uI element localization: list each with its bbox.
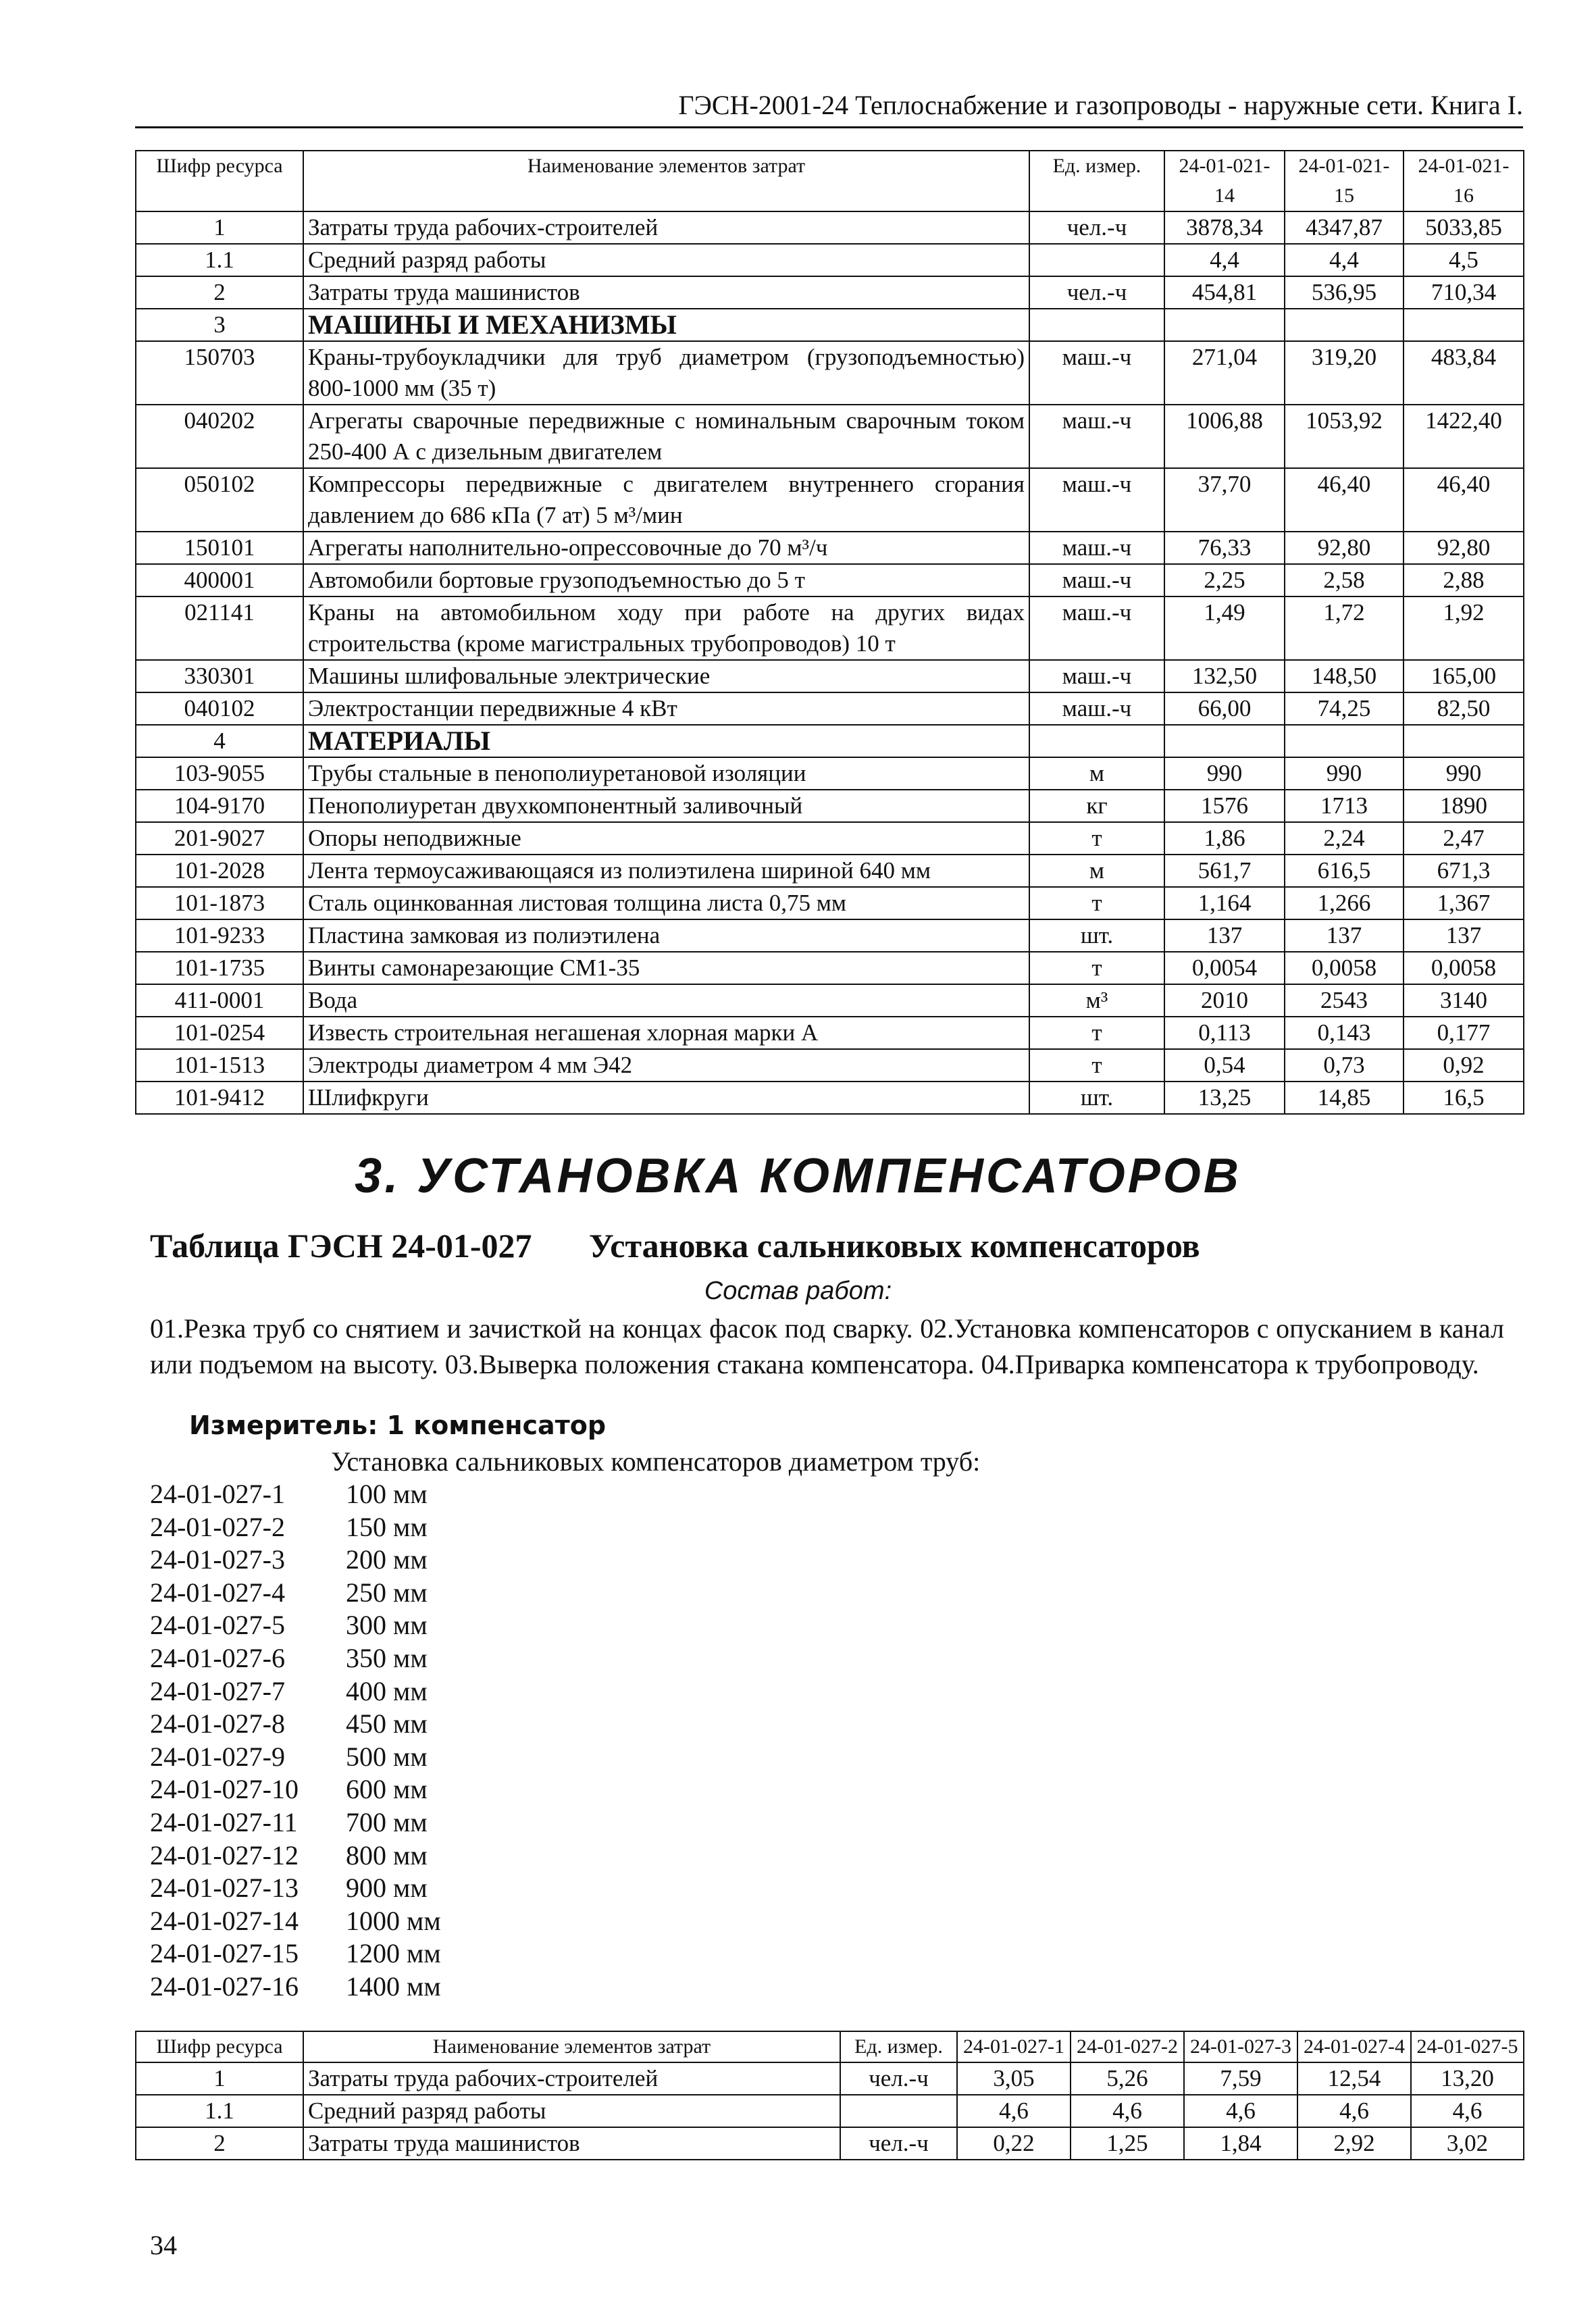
resource-value: 2543 <box>1285 984 1404 1017</box>
list-item <box>150 1839 441 1873</box>
resource-code: 103-9055 <box>136 757 303 790</box>
resource-code: 040102 <box>136 692 303 725</box>
resource-code: 4 <box>136 725 303 757</box>
resource-value: 4,4 <box>1285 244 1404 276</box>
resource-code: 101-0254 <box>136 1017 303 1049</box>
resource-name: Пенополиуретан двухкомпонентный заливочный <box>303 790 1029 822</box>
table-row <box>136 341 1524 405</box>
resource-unit: т <box>1029 822 1164 855</box>
resource-value: 616,5 <box>1285 855 1404 887</box>
section-title: 3. УСТАНОВКА КОМПЕНСАТОРОВ <box>355 1149 1241 1203</box>
resource-unit: маш.-ч <box>1029 405 1164 468</box>
resource-value: 0,92 <box>1404 1049 1524 1082</box>
table-row <box>136 952 1524 984</box>
resource-value <box>1404 309 1524 341</box>
resource-unit: маш.-ч <box>1029 660 1164 692</box>
col-header-code-3: 24-01-027-3 <box>1184 2031 1297 2062</box>
resource-value: 1576 <box>1164 790 1285 822</box>
resource-value: 92,80 <box>1404 532 1524 564</box>
resource-name: Трубы стальные в пенополиуретановой изоляции <box>303 757 1029 790</box>
resource-code: 1 <box>136 211 303 244</box>
resource-value: 536,95 <box>1285 276 1404 309</box>
resource-value: 14,85 <box>1285 1082 1404 1114</box>
resource-value: 4347,87 <box>1285 211 1404 244</box>
resource-name: Компрессоры передвижные с двигателем внутреннего сгорания давлением до 686 кПа (7 ат) 5 м³/мин <box>303 468 1029 532</box>
resource-value: 1,86 <box>1164 822 1285 855</box>
composition-heading: Состав работ: <box>704 1277 892 1305</box>
table-row <box>136 405 1524 468</box>
resource-value: 990 <box>1164 757 1285 790</box>
item-size: 1200 мм <box>346 1938 441 1969</box>
section-row <box>136 309 1524 341</box>
item-code: 24-01-027-16 <box>150 1971 299 2002</box>
list-item <box>150 1511 441 1544</box>
list-item <box>150 1609 441 1642</box>
table-row <box>136 692 1524 725</box>
list-item <box>150 1577 441 1610</box>
item-size: 350 мм <box>346 1642 428 1673</box>
resource-value: 2,24 <box>1285 822 1404 855</box>
list-item <box>150 1478 441 1511</box>
item-code: 24-01-027-12 <box>150 1839 299 1871</box>
resource-value: 137 <box>1285 919 1404 952</box>
table-row <box>136 2127 1524 2160</box>
resource-code: 2 <box>136 2127 303 2160</box>
item-size: 1400 мм <box>346 1971 441 2002</box>
item-size: 700 мм <box>346 1806 428 1837</box>
col-header-code-1: 24-01-021-14 <box>1164 151 1285 211</box>
resource-code: 330301 <box>136 660 303 692</box>
item-code: 24-01-027-7 <box>150 1675 285 1706</box>
composition-text: 01.Резка труб со снятием и зачисткой на концах фасок под сварку. 02.Установка компенсаторов с опусканием в канал или подъемом на высоту. 03.Выверка положения стакана компенсатора. 04.Приварка компенсатора к трубопроводу. <box>150 1313 1504 1379</box>
table-row <box>136 822 1524 855</box>
resource-name: Электроды диаметром 4 мм Э42 <box>303 1049 1029 1082</box>
resource-value: 0,177 <box>1404 1017 1524 1049</box>
resource-name: Затраты труда машинистов <box>303 276 1029 309</box>
resource-value: 4,6 <box>1411 2095 1524 2127</box>
resource-name: Лента термоусаживающаяся из полиэтилена шириной 640 мм <box>303 855 1029 887</box>
table-row <box>136 564 1524 596</box>
resource-name: Шлифкруги <box>303 1082 1029 1114</box>
resource-name: Агрегаты сварочные передвижные с номинальным сварочным током 250-400 А с дизельным двигателем <box>303 405 1029 468</box>
resource-value: 454,81 <box>1164 276 1285 309</box>
resource-value: 46,40 <box>1404 468 1524 532</box>
list-item <box>150 1806 441 1839</box>
col-header-code: Шифр ресурса <box>136 2031 303 2062</box>
table-row <box>136 2095 1524 2127</box>
list-item <box>150 1905 441 1938</box>
resource-value: 82,50 <box>1404 692 1524 725</box>
list-item <box>150 1937 441 1971</box>
resource-code: 150703 <box>136 341 303 405</box>
list-item <box>150 1642 441 1675</box>
resource-name: Электростанции передвижные 4 кВт <box>303 692 1029 725</box>
resource-name: Вода <box>303 984 1029 1017</box>
item-code: 24-01-027-8 <box>150 1708 285 1739</box>
resource-name: Краны-трубоукладчики для труб диаметром (грузоподъемностью) 800-1000 мм (35 т) <box>303 341 1029 405</box>
resource-code: 2 <box>136 276 303 309</box>
resource-table-027 <box>135 2031 1524 2160</box>
col-header-code-5: 24-01-027-5 <box>1411 2031 1524 2062</box>
resource-value: 4,6 <box>1071 2095 1184 2127</box>
resource-code: 3 <box>136 309 303 341</box>
resource-value: 1,266 <box>1285 887 1404 919</box>
resource-name: Известь строительная негашеная хлорная марки А <box>303 1017 1029 1049</box>
list-item <box>150 1741 441 1774</box>
resource-value: 4,6 <box>957 2095 1071 2127</box>
resource-unit: маш.-ч <box>1029 596 1164 660</box>
table-row <box>136 919 1524 952</box>
resource-value: 13,25 <box>1164 1082 1285 1114</box>
resource-unit: чел.-ч <box>840 2127 957 2160</box>
items-intro: Установка сальниковых компенсаторов диаметром труб: <box>331 1446 981 1477</box>
table-row <box>136 855 1524 887</box>
norm-items-list <box>150 1478 441 2004</box>
col-header-name: Наименование элементов затрат <box>303 151 1029 211</box>
table-row <box>136 887 1524 919</box>
col-header-unit: Ед. измер. <box>1029 151 1164 211</box>
resource-code: 101-1873 <box>136 887 303 919</box>
item-size: 200 мм <box>346 1544 428 1575</box>
resource-code: 1.1 <box>136 244 303 276</box>
resource-unit: шт. <box>1029 1082 1164 1114</box>
resource-value: 2,47 <box>1404 822 1524 855</box>
col-header-code-1: 24-01-027-1 <box>957 2031 1071 2062</box>
item-code: 24-01-027-10 <box>150 1774 299 1805</box>
resource-value: 132,50 <box>1164 660 1285 692</box>
list-item <box>150 1675 441 1708</box>
resource-code: 1.1 <box>136 2095 303 2127</box>
resource-value: 16,5 <box>1404 1082 1524 1114</box>
item-size: 100 мм <box>346 1479 428 1509</box>
resource-unit: кг <box>1029 790 1164 822</box>
resource-code: 411-0001 <box>136 984 303 1017</box>
resource-value: 3878,34 <box>1164 211 1285 244</box>
table-header-row <box>136 2031 1524 2062</box>
table-row <box>136 2062 1524 2095</box>
table-title-label: Таблица ГЭСН 24-01-027 <box>150 1227 532 1265</box>
resource-value: 1713 <box>1285 790 1404 822</box>
table-row <box>136 660 1524 692</box>
item-code: 24-01-027-4 <box>150 1577 285 1608</box>
resource-code: 1 <box>136 2062 303 2095</box>
table-row <box>136 244 1524 276</box>
resource-code: 104-9170 <box>136 790 303 822</box>
resource-value: 37,70 <box>1164 468 1285 532</box>
item-size: 300 мм <box>346 1610 428 1641</box>
resource-value: 3,02 <box>1411 2127 1524 2160</box>
item-code: 24-01-027-13 <box>150 1873 299 1904</box>
resource-unit: чел.-ч <box>840 2062 957 2095</box>
resource-code: 021141 <box>136 596 303 660</box>
resource-unit <box>840 2095 957 2127</box>
resource-code: 150101 <box>136 532 303 564</box>
resource-value: 0,0058 <box>1404 952 1524 984</box>
resource-value: 4,6 <box>1184 2095 1297 2127</box>
table-row <box>136 790 1524 822</box>
table-row <box>136 1049 1524 1082</box>
resource-code: 101-9412 <box>136 1082 303 1114</box>
resource-value: 1422,40 <box>1404 405 1524 468</box>
resource-value: 990 <box>1285 757 1404 790</box>
list-item <box>150 1773 441 1806</box>
resource-value <box>1164 309 1285 341</box>
item-size: 1000 мм <box>346 1905 441 1936</box>
col-header-unit: Ед. измер. <box>840 2031 957 2062</box>
resource-value: 483,84 <box>1404 341 1524 405</box>
table-header-row <box>136 151 1524 211</box>
resource-value: 3140 <box>1404 984 1524 1017</box>
resource-name: МАТЕРИАЛЫ <box>303 725 1029 757</box>
measure-unit: Измеритель: 1 компенсатор <box>189 1410 607 1440</box>
resource-unit: чел.-ч <box>1029 276 1164 309</box>
resource-name: Опоры неподвижные <box>303 822 1029 855</box>
col-header-code-2: 24-01-027-2 <box>1071 2031 1184 2062</box>
resource-value: 137 <box>1164 919 1285 952</box>
page-number: 34 <box>150 2230 177 2260</box>
resource-value: 1,164 <box>1164 887 1285 919</box>
resource-name: Затраты труда машинистов <box>303 2127 840 2160</box>
resource-table-021 <box>135 150 1524 1115</box>
resource-name: Средний разряд работы <box>303 244 1029 276</box>
resource-code: 101-2028 <box>136 855 303 887</box>
resource-unit: маш.-ч <box>1029 468 1164 532</box>
table-row <box>136 1082 1524 1114</box>
resource-value: 0,22 <box>957 2127 1071 2160</box>
item-size: 800 мм <box>346 1839 428 1871</box>
resource-value: 1,92 <box>1404 596 1524 660</box>
resource-value: 46,40 <box>1285 468 1404 532</box>
list-item <box>150 1872 441 1905</box>
resource-value: 2,88 <box>1404 564 1524 596</box>
table-row <box>136 211 1524 244</box>
resource-unit: маш.-ч <box>1029 341 1164 405</box>
resource-unit: т <box>1029 1017 1164 1049</box>
resource-unit: т <box>1029 952 1164 984</box>
resource-value: 990 <box>1404 757 1524 790</box>
resource-unit: т <box>1029 887 1164 919</box>
table-row <box>136 276 1524 309</box>
item-code: 24-01-027-9 <box>150 1741 285 1772</box>
table-row <box>136 532 1524 564</box>
resource-unit: шт. <box>1029 919 1164 952</box>
table-row <box>136 984 1524 1017</box>
resource-code: 400001 <box>136 564 303 596</box>
resource-value: 0,54 <box>1164 1049 1285 1082</box>
resource-value: 671,3 <box>1404 855 1524 887</box>
list-item <box>150 1971 441 2004</box>
item-size: 150 мм <box>346 1511 428 1542</box>
table-row <box>136 596 1524 660</box>
resource-unit: чел.-ч <box>1029 211 1164 244</box>
resource-value: 2,92 <box>1297 2127 1411 2160</box>
resource-value: 0,113 <box>1164 1017 1285 1049</box>
item-code: 24-01-027-14 <box>150 1905 299 1936</box>
resource-name: Винты самонарезающие СМ1-35 <box>303 952 1029 984</box>
col-header-code-3: 24-01-021-16 <box>1404 151 1524 211</box>
resource-value: 1006,88 <box>1164 405 1285 468</box>
resource-unit <box>1029 244 1164 276</box>
table-row <box>136 1017 1524 1049</box>
item-code: 24-01-027-2 <box>150 1511 285 1542</box>
item-size: 600 мм <box>346 1774 428 1805</box>
resource-value: 1,367 <box>1404 887 1524 919</box>
item-size: 450 мм <box>346 1708 428 1739</box>
resource-value: 148,50 <box>1285 660 1404 692</box>
item-size: 500 мм <box>346 1741 428 1772</box>
resource-value: 2,58 <box>1285 564 1404 596</box>
item-code: 24-01-027-3 <box>150 1544 285 1575</box>
col-header-code-4: 24-01-027-4 <box>1297 2031 1411 2062</box>
table-row <box>136 757 1524 790</box>
resource-value: 165,00 <box>1404 660 1524 692</box>
resource-value: 2,25 <box>1164 564 1285 596</box>
resource-name: Краны на автомобильном ходу при работе на других видах строительства (кроме магистральных трубопроводов) 10 т <box>303 596 1029 660</box>
resource-unit: маш.-ч <box>1029 564 1164 596</box>
section-row <box>136 725 1524 757</box>
resource-value: 710,34 <box>1404 276 1524 309</box>
resource-value: 13,20 <box>1411 2062 1524 2095</box>
item-code: 24-01-027-5 <box>150 1610 285 1641</box>
resource-value: 1,49 <box>1164 596 1285 660</box>
resource-value: 0,73 <box>1285 1049 1404 1082</box>
page-header: ГЭСН-2001-24 Теплоснабжение и газопроводы - наружные сети. Книга I. <box>135 89 1523 128</box>
resource-value: 0,0058 <box>1285 952 1404 984</box>
resource-value: 1053,92 <box>1285 405 1404 468</box>
resource-value: 1,25 <box>1071 2127 1184 2160</box>
resource-unit: маш.-ч <box>1029 532 1164 564</box>
table-title <box>150 1226 1200 1265</box>
resource-value: 4,6 <box>1297 2095 1411 2127</box>
resource-name: Затраты труда рабочих-строителей <box>303 211 1029 244</box>
resource-value: 271,04 <box>1164 341 1285 405</box>
resource-value: 3,05 <box>957 2062 1071 2095</box>
list-item <box>150 1544 441 1577</box>
table-row <box>136 468 1524 532</box>
resource-value: 5033,85 <box>1404 211 1524 244</box>
resource-code: 101-9233 <box>136 919 303 952</box>
resource-name: Машины шлифовальные электрические <box>303 660 1029 692</box>
resource-value: 1,72 <box>1285 596 1404 660</box>
resource-name: Агрегаты наполнительно-опрессовочные до 70 м³/ч <box>303 532 1029 564</box>
resource-unit: м <box>1029 757 1164 790</box>
resource-value: 0,0054 <box>1164 952 1285 984</box>
resource-name: Автомобили бортовые грузоподъемностью до 5 т <box>303 564 1029 596</box>
resource-value: 66,00 <box>1164 692 1285 725</box>
resource-unit <box>1029 309 1164 341</box>
item-size: 400 мм <box>346 1675 428 1706</box>
table-title-name: Установка сальниковых компенсаторов <box>589 1227 1200 1265</box>
col-header-name: Наименование элементов затрат <box>303 2031 840 2062</box>
resource-name: Сталь оцинкованная листовая толщина листа 0,75 мм <box>303 887 1029 919</box>
resource-code: 050102 <box>136 468 303 532</box>
resource-value: 137 <box>1404 919 1524 952</box>
resource-value: 76,33 <box>1164 532 1285 564</box>
resource-unit: м³ <box>1029 984 1164 1017</box>
resource-value: 1,84 <box>1184 2127 1297 2160</box>
resource-value <box>1285 309 1404 341</box>
resource-code: 101-1735 <box>136 952 303 984</box>
resource-value: 4,5 <box>1404 244 1524 276</box>
resource-value: 1890 <box>1404 790 1524 822</box>
resource-value: 0,143 <box>1285 1017 1404 1049</box>
resource-value: 319,20 <box>1285 341 1404 405</box>
item-code: 24-01-027-11 <box>150 1806 298 1837</box>
col-header-code: Шифр ресурса <box>136 151 303 211</box>
resource-unit: м <box>1029 855 1164 887</box>
resource-value: 92,80 <box>1285 532 1404 564</box>
item-size: 900 мм <box>346 1873 428 1904</box>
resource-unit: маш.-ч <box>1029 692 1164 725</box>
item-code: 24-01-027-6 <box>150 1642 285 1673</box>
resource-value: 4,4 <box>1164 244 1285 276</box>
resource-value <box>1164 725 1285 757</box>
resource-name: Затраты труда рабочих-строителей <box>303 2062 840 2095</box>
resource-name: Средний разряд работы <box>303 2095 840 2127</box>
item-code: 24-01-027-15 <box>150 1938 299 1969</box>
resource-code: 040202 <box>136 405 303 468</box>
resource-value: 561,7 <box>1164 855 1285 887</box>
resource-value <box>1404 725 1524 757</box>
item-size: 250 мм <box>346 1577 428 1608</box>
resource-code: 201-9027 <box>136 822 303 855</box>
col-header-code-2: 24-01-021-15 <box>1285 151 1404 211</box>
resource-unit: т <box>1029 1049 1164 1082</box>
resource-unit <box>1029 725 1164 757</box>
item-code: 24-01-027-1 <box>150 1479 285 1509</box>
resource-value: 74,25 <box>1285 692 1404 725</box>
resource-name: Пластина замковая из полиэтилена <box>303 919 1029 952</box>
resource-value: 5,26 <box>1071 2062 1184 2095</box>
resource-value: 12,54 <box>1297 2062 1411 2095</box>
resource-value: 2010 <box>1164 984 1285 1017</box>
resource-value <box>1285 725 1404 757</box>
resource-code: 101-1513 <box>136 1049 303 1082</box>
resource-value: 7,59 <box>1184 2062 1297 2095</box>
list-item <box>150 1708 441 1741</box>
resource-name: МАШИНЫ И МЕХАНИЗМЫ <box>303 309 1029 341</box>
